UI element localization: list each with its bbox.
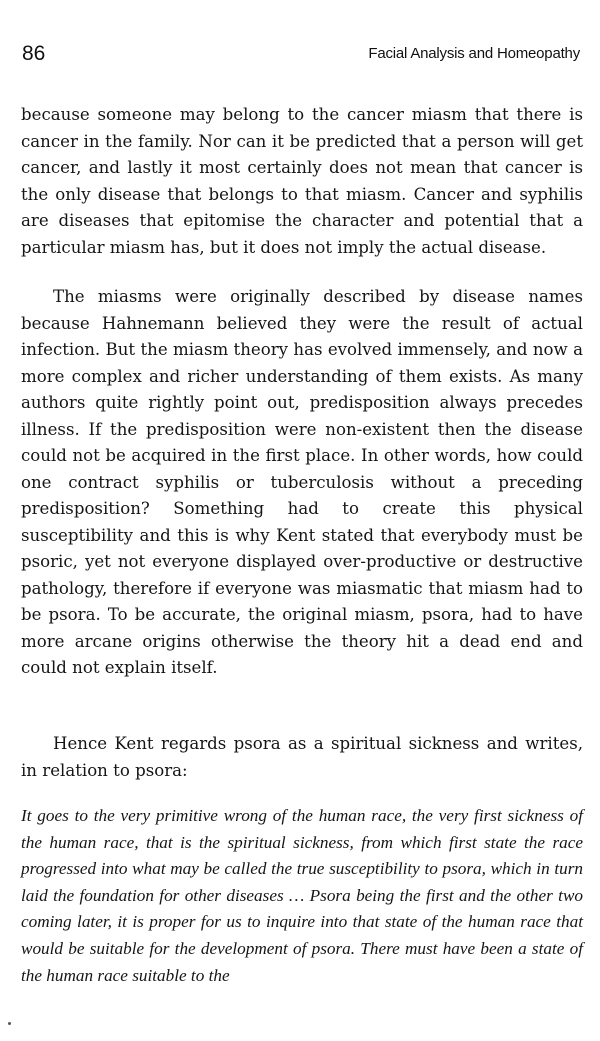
paragraph-3: Hence Kent regards psora as a spiritual sickness and writes, in relation to psora: (21, 734, 583, 780)
page-header (22, 40, 580, 70)
quoted-passage: It goes to the very primitive wrong of the human race, the very first sickness of the human race, that is the spiritual sickness, from which first state the race progressed into what may be called the true susceptibility to psora, which in turn laid the foundation for other diseases … Psora being the first and the other two coming later, it is proper for us to inquire into that state of the human race that would be suitable for the development of psora. There must have been a state of the human race suitable to the (21, 806, 583, 985)
text-block-2 (21, 284, 583, 682)
paragraph-1: because someone may belong to the cancer miasm that there is cancer in the family. Nor can it be predicted that a person will get cancer, and lastly it most certainly does not mean that cancer is the only disease that belongs to that miasm. Cancer and syphilis are diseases that epitomise the character and potential that a particular miasm has, but it does not imply the actual disease. (21, 105, 583, 257)
paragraph-2: The miasms were originally described by disease names because Hahnemann believed they were the result of actual infection. But the miasm theory has evolved immensely, and now a more complex and richer understanding of them exists. As many authors quite rightly point out, predisposition always precedes illness. If the predisposition were non-existent then the disease could not be acquired in the first place. In other words, how could one contract syphilis or tuberculosis without a preceding predisposition? Something had to create this physical susceptibility and this is why Kent stated that everybody must be psoric, yet not everyone displayed over-productive or destructive pathology, therefore if everyone was miasmatic that miasm had to be psora. To be accurate, the original miasm, psora, had to have more arcane origins otherwise the theory hit a dead end and could not explain itself. (21, 287, 583, 677)
text-block-3 (21, 731, 583, 784)
running-title: Facial Analysis and Homeopathy (368, 45, 580, 62)
scan-mark (8, 1022, 11, 1025)
quote-block (21, 803, 583, 989)
text-block-1 (21, 102, 583, 261)
page-number: 86 (22, 42, 46, 65)
